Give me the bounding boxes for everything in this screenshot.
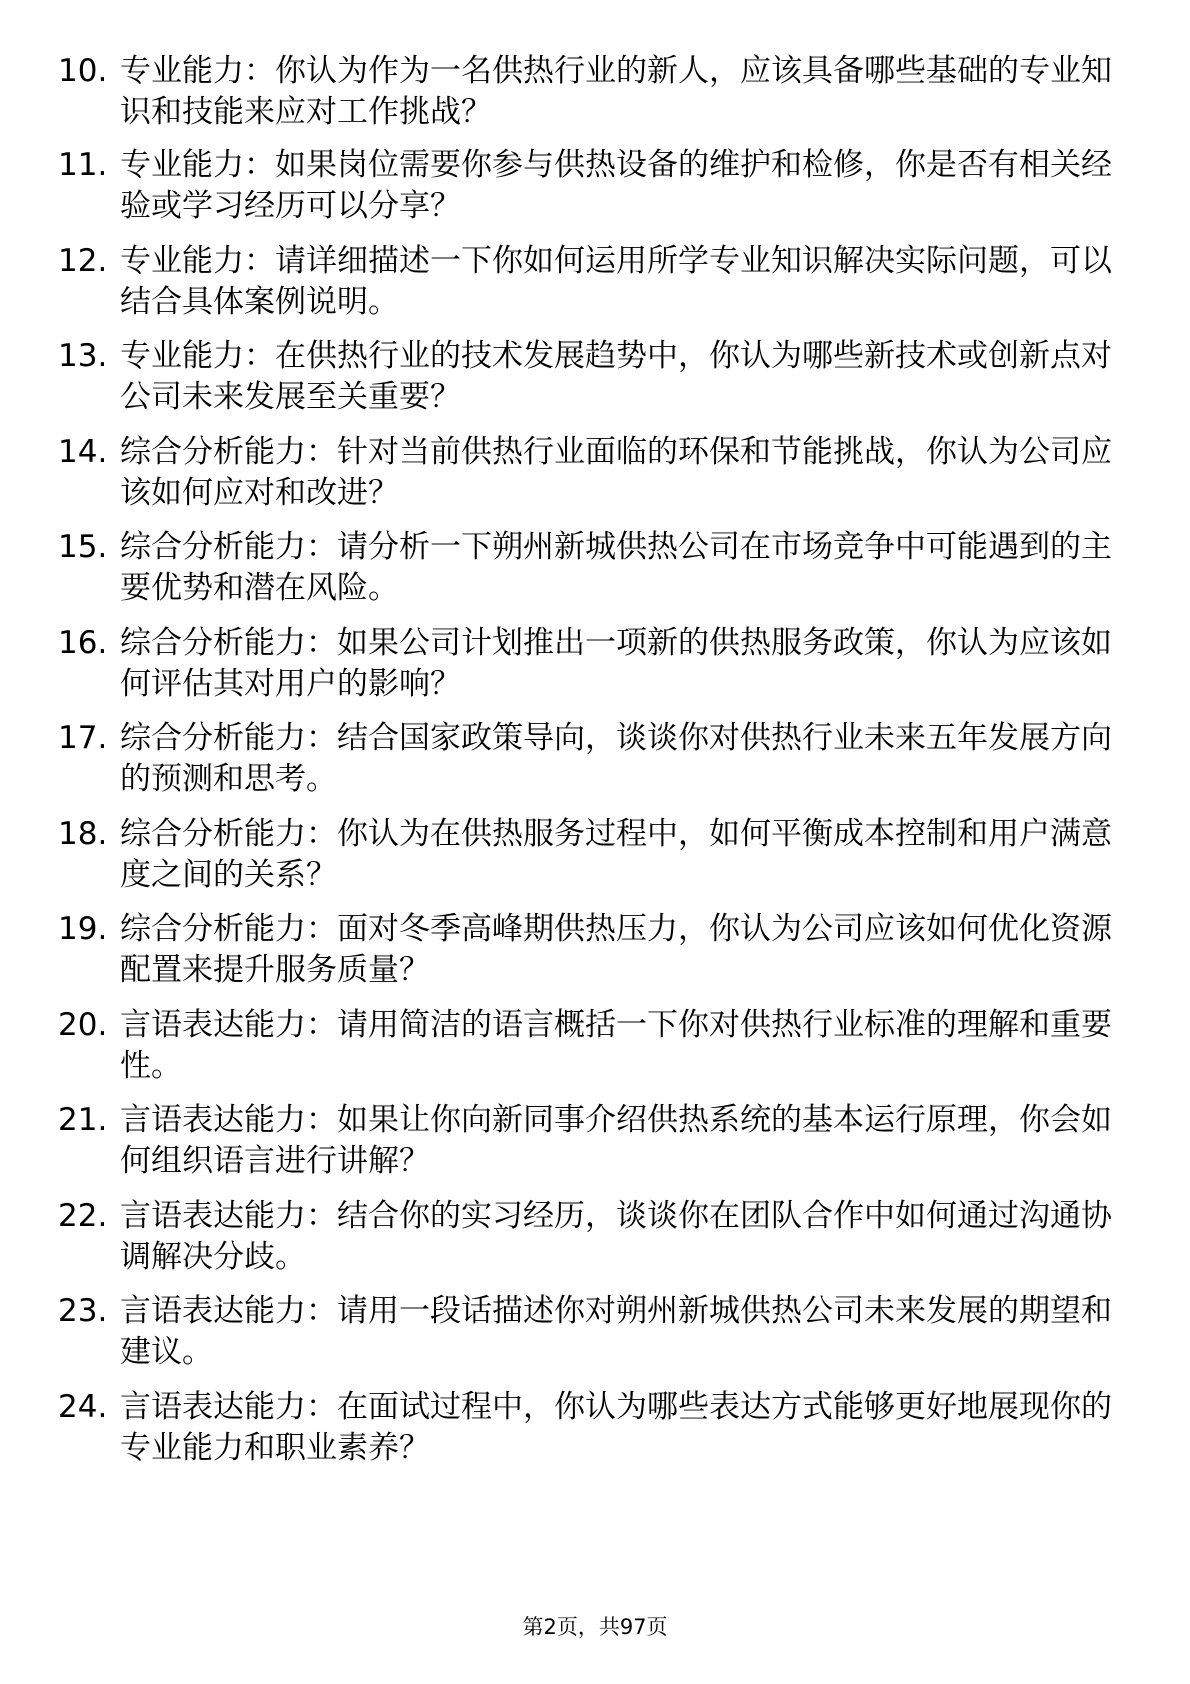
question-item xyxy=(58,241,1118,323)
question-text: 综合分析能力：你认为在供热服务过程中，如何平衡成本控制和用户满意度之间的关系？ xyxy=(120,816,1112,893)
question-text: 言语表达能力：如果让你向新同事介绍供热系统的基本运行原理，你会如何组织语言进行讲解？ xyxy=(120,1102,1112,1179)
question-number: 15. xyxy=(58,529,108,565)
question-text: 综合分析能力：请分析一下朔州新城供热公司在市场竞争中可能遇到的主要优势和潜在风险。 xyxy=(120,529,1112,606)
question-item xyxy=(58,1291,1118,1373)
question-number: 17. xyxy=(58,720,108,756)
question-number: 19. xyxy=(58,911,108,947)
question-text: 言语表达能力：请用一段话描述你对朔州新城供热公司未来发展的期望和建议。 xyxy=(120,1293,1112,1370)
question-number: 24. xyxy=(58,1389,108,1425)
question-text: 综合分析能力：针对当前供热行业面临的环保和节能挑战，你认为公司应该如何应对和改进？ xyxy=(120,434,1112,511)
question-text: 综合分析能力：如果公司计划推出一项新的供热服务政策，你认为应该如何评估其对用户的影响？ xyxy=(120,625,1112,702)
question-item xyxy=(58,432,1118,514)
question-item xyxy=(58,1387,1118,1469)
question-text: 综合分析能力：面对冬季高峰期供热压力，你认为公司应该如何优化资源配置来提升服务质量？ xyxy=(120,911,1112,988)
question-item xyxy=(58,623,1118,705)
question-item xyxy=(58,909,1118,991)
question-text: 专业能力：在供热行业的技术发展趋势中，你认为哪些新技术或创新点对公司未来发展至关重要？ xyxy=(120,338,1112,415)
page-number-footer: 第2页，共97页 xyxy=(522,1615,668,1639)
question-number: 14. xyxy=(58,434,108,470)
question-number: 21. xyxy=(58,1102,108,1138)
question-number: 23. xyxy=(58,1293,108,1329)
question-text: 言语表达能力：结合你的实习经历，谈谈你在团队合作中如何通过沟通协调解决分歧。 xyxy=(120,1198,1112,1275)
question-number: 11. xyxy=(58,147,108,183)
question-number: 13. xyxy=(58,338,108,374)
question-text: 言语表达能力：在面试过程中，你认为哪些表达方式能够更好地展现你的专业能力和职业素养？ xyxy=(120,1389,1112,1466)
question-number: 16. xyxy=(58,625,108,661)
question-number: 20. xyxy=(58,1007,108,1043)
question-number: 18. xyxy=(58,816,108,852)
question-item xyxy=(58,145,1118,227)
question-item xyxy=(58,1005,1118,1087)
question-number: 12. xyxy=(58,243,108,279)
question-number: 22. xyxy=(58,1198,108,1234)
question-text: 综合分析能力：结合国家政策导向，谈谈你对供热行业未来五年发展方向的预测和思考。 xyxy=(120,720,1112,797)
question-text: 专业能力：如果岗位需要你参与供热设备的维护和检修，你是否有相关经验或学习经历可以分享？ xyxy=(120,147,1112,224)
question-item xyxy=(58,718,1118,800)
question-item xyxy=(58,336,1118,418)
question-text: 专业能力：请详细描述一下你如何运用所学专业知识解决实际问题，可以结合具体案例说明。 xyxy=(120,243,1112,320)
question-text: 专业能力：你认为作为一名供热行业的新人，应该具备哪些基础的专业知识和技能来应对工作挑战？ xyxy=(120,53,1112,130)
question-item xyxy=(58,527,1118,609)
question-item xyxy=(58,1100,1118,1182)
question-item xyxy=(58,814,1118,896)
question-item xyxy=(58,1196,1118,1278)
question-item xyxy=(58,51,1118,133)
question-text: 言语表达能力：请用简洁的语言概括一下你对供热行业标准的理解和重要性。 xyxy=(120,1007,1112,1084)
question-number: 10. xyxy=(58,53,108,89)
